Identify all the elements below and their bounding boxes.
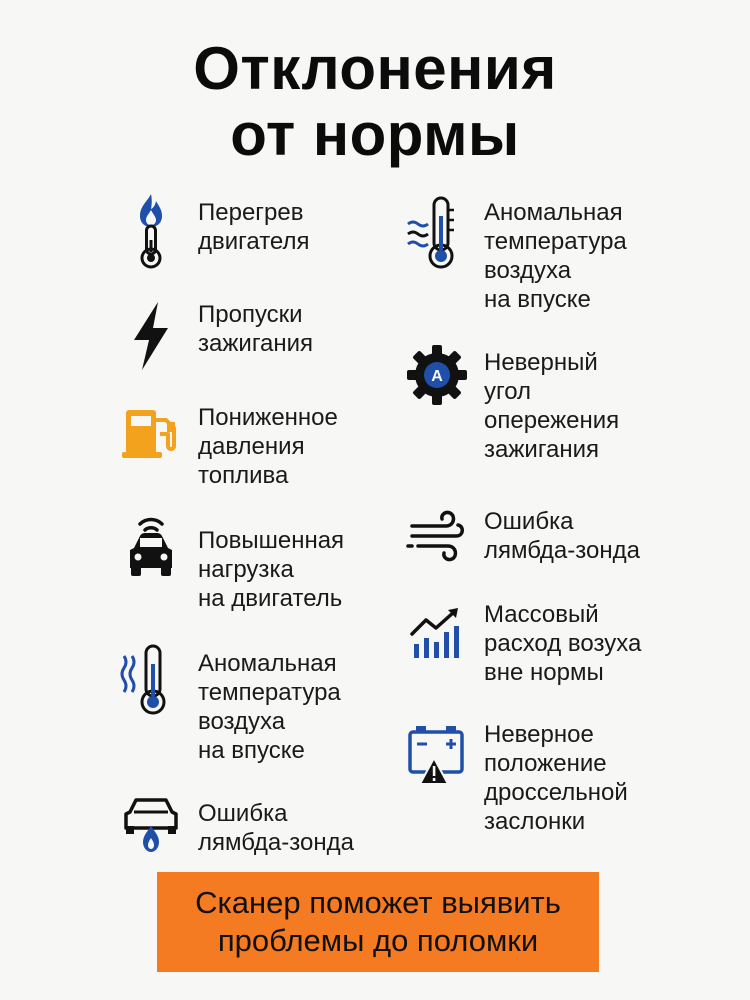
title-line-1: Отклонения bbox=[193, 35, 557, 102]
wind-icon bbox=[404, 498, 470, 576]
right-item-2-label: Неверный угол опережения зажигания bbox=[484, 349, 620, 463]
cta-line-2: проблемы до поломки bbox=[217, 923, 539, 958]
fuel-pump-icon bbox=[118, 398, 184, 476]
gear-a-icon bbox=[404, 336, 470, 414]
right-item-5-label: Неверное положение дроссельной заслонки bbox=[484, 721, 628, 835]
left-item-5-label: Аномальная температура воздуха на впуске bbox=[198, 650, 341, 764]
thermometer-waves-icon bbox=[404, 194, 470, 272]
car-oxygen-icon bbox=[118, 786, 184, 864]
car-signal-icon bbox=[118, 508, 184, 586]
right-item-3-label: Ошибка лямбда-зонда bbox=[484, 508, 640, 564]
svg-text:A: A bbox=[431, 368, 443, 385]
left-item-6-label: Ошибка лямбда-зонда bbox=[198, 800, 354, 856]
cta-banner bbox=[157, 872, 599, 972]
left-item-1-label: Перегрев двигателя bbox=[198, 199, 310, 255]
thermometer-heat-icon bbox=[118, 640, 184, 718]
cta-line-1: Сканер поможет выявить bbox=[195, 885, 561, 920]
left-item-4-label: Повышенная нагрузка на двигатель bbox=[198, 527, 345, 612]
left-item-3-label: Пониженное давления топлива bbox=[198, 404, 338, 489]
title-line-2: от нормы bbox=[230, 101, 520, 168]
left-item-2-label: Пропуски зажигания bbox=[198, 301, 314, 357]
thermometer-flame-icon bbox=[118, 192, 184, 270]
battery-warning-icon bbox=[404, 718, 470, 796]
right-item-1-label: Аномальная температура воздуха на впуске bbox=[484, 199, 627, 313]
lightning-icon bbox=[118, 298, 184, 376]
chart-trend-icon bbox=[404, 600, 470, 678]
right-item-4-label: Массовый расход возуха вне нормы bbox=[484, 601, 642, 686]
page-title bbox=[0, 36, 750, 168]
